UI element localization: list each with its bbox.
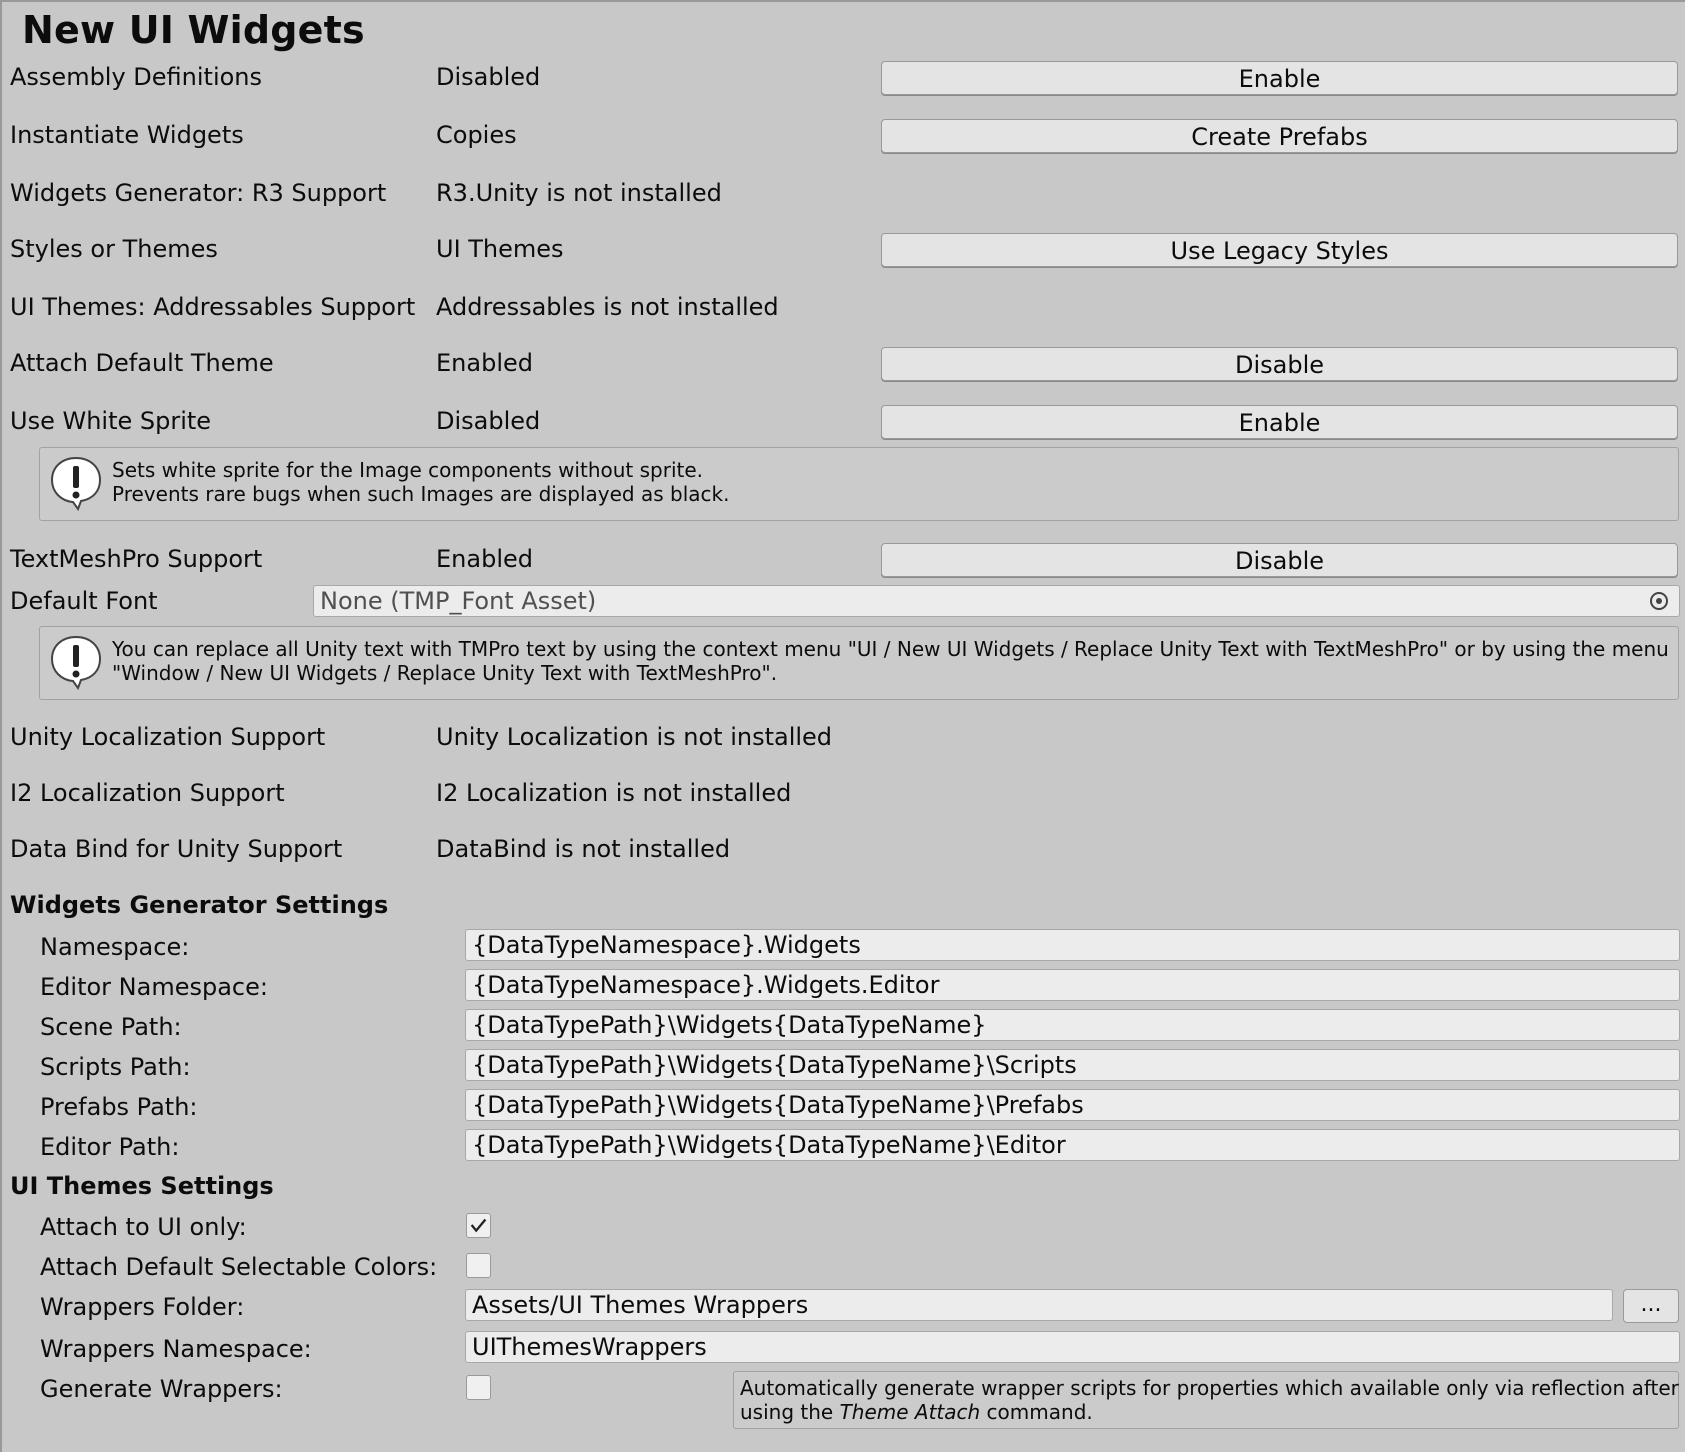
generator-settings-heading: Widgets Generator Settings <box>10 891 389 919</box>
attach-selectable-colors-label: Attach Default Selectable Colors: <box>40 1253 438 1281</box>
editor-path-label: Editor Path: <box>40 1133 180 1161</box>
default-theme-disable-button[interactable]: Disable <box>881 347 1678 381</box>
styles-value: UI Themes <box>436 235 564 263</box>
unity-localization-value: Unity Localization is not installed <box>436 723 833 751</box>
assembly-enable-button[interactable]: Enable <box>881 61 1678 95</box>
white-sprite-enable-button[interactable]: Enable <box>881 405 1678 439</box>
editor-path-field[interactable] <box>465 1129 1680 1161</box>
page-title: New UI Widgets <box>22 8 365 52</box>
attach-ui-only-checkbox[interactable] <box>466 1213 491 1238</box>
namespace-label: Namespace: <box>40 933 190 961</box>
white-sprite-value: Disabled <box>436 407 541 435</box>
styles-label: Styles or Themes <box>10 235 218 263</box>
editor-namespace-field[interactable] <box>465 969 1680 1001</box>
wrappers-folder-value: Assets/UI Themes Wrappers <box>472 1291 809 1319</box>
editor-namespace-label: Editor Namespace: <box>40 973 268 1001</box>
default-theme-value: Enabled <box>436 349 533 377</box>
scene-path-field[interactable] <box>465 1009 1680 1041</box>
r3-value: R3.Unity is not installed <box>436 179 722 207</box>
prefabs-path-value: {DataTypePath}\Widgets{DataTypeName}\Prefabs <box>472 1091 1084 1119</box>
help-text-line: "Window / New UI Widgets / Replace Unity Text with TextMeshPro". <box>112 661 778 685</box>
white-sprite-help-box <box>39 447 1679 521</box>
help-text-line: You can replace all Unity text with TMPro text by using the context menu "UI / New UI Widgets / Replace Unity Text with TextMeshPro" or by using the menu <box>112 637 1669 661</box>
editor-path-value: {DataTypePath}\Widgets{DataTypeName}\Editor <box>472 1131 1066 1159</box>
white-sprite-label: Use White Sprite <box>10 407 212 435</box>
theme-attach-command: Theme Attach <box>839 1400 981 1424</box>
warning-icon <box>48 454 104 512</box>
generate-wrappers-label: Generate Wrappers: <box>40 1375 283 1403</box>
tmpro-label: TextMeshPro Support <box>10 545 263 573</box>
browse-folder-button[interactable]: ... <box>1623 1289 1679 1323</box>
prefabs-path-label: Prefabs Path: <box>40 1093 198 1121</box>
tmpro-help-box <box>39 626 1679 700</box>
help-text-part: command. <box>980 1400 1093 1424</box>
addressables-value: Addressables is not installed <box>436 293 779 321</box>
wrappers-namespace-label: Wrappers Namespace: <box>40 1335 312 1363</box>
addressables-label: UI Themes: Addressables Support <box>10 293 416 321</box>
wrappers-folder-field[interactable] <box>465 1289 1613 1321</box>
r3-label: Widgets Generator: R3 Support <box>10 179 387 207</box>
assembly-label: Assembly Definitions <box>10 63 263 91</box>
help-text-line <box>740 1400 1679 1424</box>
scripts-path-label: Scripts Path: <box>40 1053 191 1081</box>
scripts-path-value: {DataTypePath}\Widgets{DataTypeName}\Scripts <box>472 1051 1077 1079</box>
assembly-value: Disabled <box>436 63 541 91</box>
default-font-value: None (TMP_Font Asset) <box>320 587 597 615</box>
themes-settings-heading: UI Themes Settings <box>10 1172 274 1200</box>
generate-wrappers-help-box <box>733 1371 1679 1429</box>
generate-wrappers-checkbox[interactable] <box>466 1375 491 1400</box>
wrappers-namespace-field[interactable] <box>465 1331 1680 1363</box>
help-text-line: Prevents rare bugs when such Images are displayed as black. <box>112 482 730 506</box>
object-picker-icon[interactable] <box>1648 590 1670 612</box>
wrappers-namespace-value: UIThemesWrappers <box>472 1333 707 1361</box>
i2-localization-value: I2 Localization is not installed <box>436 779 792 807</box>
i2-localization-label: I2 Localization Support <box>10 779 285 807</box>
create-prefabs-button[interactable]: Create Prefabs <box>881 119 1678 153</box>
scene-path-label: Scene Path: <box>40 1013 182 1041</box>
checkmark-icon <box>467 1214 490 1237</box>
tmpro-value: Enabled <box>436 545 533 573</box>
warning-icon <box>48 633 104 691</box>
scene-path-value: {DataTypePath}\Widgets{DataTypeName} <box>472 1011 987 1039</box>
attach-selectable-colors-checkbox[interactable] <box>466 1253 491 1278</box>
help-text-part: using the <box>740 1400 840 1424</box>
tmpro-disable-button[interactable]: Disable <box>881 543 1678 577</box>
scripts-path-field[interactable] <box>465 1049 1680 1081</box>
help-text-line: Sets white sprite for the Image components without sprite. <box>112 458 704 482</box>
databind-label: Data Bind for Unity Support <box>10 835 343 863</box>
databind-value: DataBind is not installed <box>436 835 731 863</box>
default-font-label: Default Font <box>10 587 158 615</box>
default-font-field[interactable] <box>313 585 1680 617</box>
unity-localization-label: Unity Localization Support <box>10 723 326 751</box>
attach-ui-only-label: Attach to UI only: <box>40 1213 247 1241</box>
wrappers-folder-label: Wrappers Folder: <box>40 1293 245 1321</box>
prefabs-path-field[interactable] <box>465 1089 1680 1121</box>
use-legacy-styles-button[interactable]: Use Legacy Styles <box>881 233 1678 267</box>
help-text-line: Automatically generate wrapper scripts for properties which available only via reflection after <box>740 1376 1679 1400</box>
editor-namespace-value: {DataTypeNamespace}.Widgets.Editor <box>472 971 940 999</box>
namespace-value: {DataTypeNamespace}.Widgets <box>472 931 861 959</box>
instantiate-value: Copies <box>436 121 517 149</box>
instantiate-label: Instantiate Widgets <box>10 121 244 149</box>
namespace-field[interactable] <box>465 929 1680 961</box>
default-theme-label: Attach Default Theme <box>10 349 274 377</box>
